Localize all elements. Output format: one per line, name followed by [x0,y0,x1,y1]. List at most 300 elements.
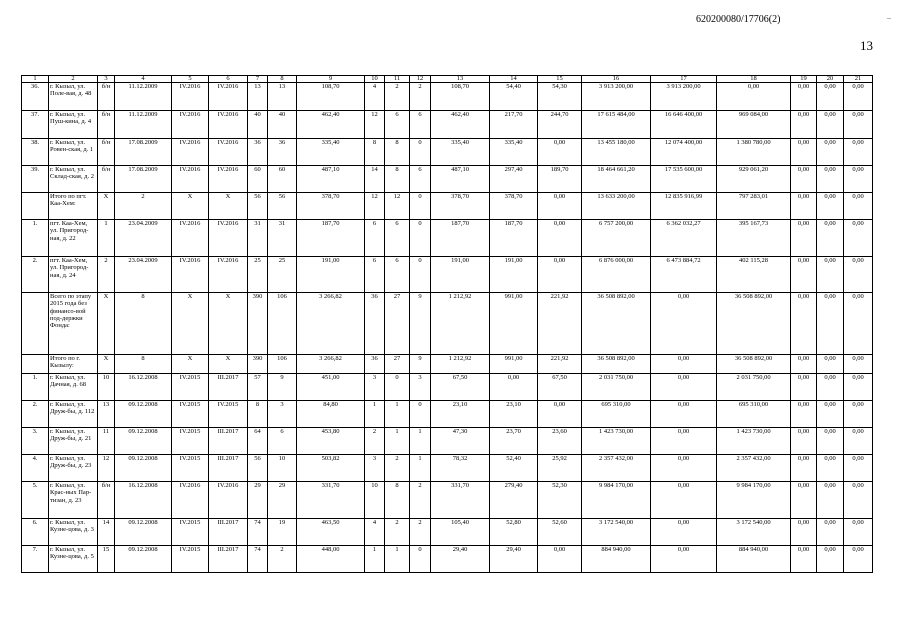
table-cell: 279,40 [490,482,538,519]
table-cell: 0,00 [817,293,844,355]
table-cell: б/н [98,83,115,111]
table-cell: 39. [22,166,49,193]
table-cell: 19 [268,519,297,546]
column-number-cell: 16 [582,76,651,83]
table-cell: 451,00 [297,374,365,401]
table-cell: 884 940,00 [582,546,651,573]
table-cell: 9 [410,355,431,374]
table-cell: 0,00 [817,455,844,482]
table-cell: 27 [385,355,410,374]
table-cell: 6 [410,111,431,139]
table-cell: 191,00 [490,257,538,293]
address-cell: Всего по этапу 2015 года без финансо-вой под-держки Фонда: [49,293,98,355]
address-cell: г. Кызыл, ул. Поле-вая, д. 48 [49,83,98,111]
table-cell: III.2017 [209,374,248,401]
table-cell: 0,00 [717,83,791,111]
table-cell: 6 [385,220,410,257]
table-cell: 4 [365,519,385,546]
table-cell: 0,00 [817,193,844,220]
table-cell: 10 [365,482,385,519]
table-cell: 13 455 180,00 [582,139,651,166]
table-cell: 12 [98,455,115,482]
column-number-cell: 12 [410,76,431,83]
table-cell: 67,50 [538,374,582,401]
table-row [22,455,873,482]
table-cell: 390 [248,355,268,374]
table-cell: 0,00 [538,220,582,257]
table-cell: 335,40 [490,139,538,166]
table-cell: 0,00 [844,401,873,428]
table-cell: 12 [365,193,385,220]
table-row [22,374,873,401]
table-cell: 217,70 [490,111,538,139]
table-cell: 378,70 [297,193,365,220]
table-cell: X [172,193,209,220]
table-cell: IV.2016 [209,257,248,293]
table-cell: 23,70 [490,428,538,455]
table-cell [22,293,49,355]
table-cell: 797 283,01 [717,193,791,220]
address-cell: г. Кызыл, ул. Друж-бы, д. 112 [49,401,98,428]
table-cell: 395 167,73 [717,220,791,257]
table-cell: 09.12.2008 [115,546,172,573]
table-cell: 54,30 [538,83,582,111]
table-cell: 503,82 [297,455,365,482]
table-cell: 1 423 730,00 [717,428,791,455]
table-cell: 1 423 730,00 [582,428,651,455]
table-cell: 56 [268,193,297,220]
table-cell: 23,60 [538,428,582,455]
table-cell: 11.12.2009 [115,83,172,111]
table-cell: 0,00 [791,455,817,482]
table-cell: 2 [98,257,115,293]
table-cell: 1. [22,374,49,401]
table-cell: IV.2016 [172,83,209,111]
table-cell: 6 [268,428,297,455]
table-cell: IV.2016 [172,166,209,193]
table-cell: 31 [268,220,297,257]
table-cell: 0 [410,139,431,166]
table-cell: 36. [22,83,49,111]
table-cell: X [172,355,209,374]
table-cell: 5. [22,482,49,519]
table-cell: 0,00 [844,374,873,401]
table-row [22,482,873,519]
table-cell: 462,40 [297,111,365,139]
address-cell: г. Кызыл, ул. Дачная, д. 68 [49,374,98,401]
table-cell: 2 357 432,00 [582,455,651,482]
table-cell: 0,00 [817,428,844,455]
address-cell: пгт. Каа-Хем, ул. Пригород-ная, д. 22 [49,220,98,257]
table-cell: 12 074 400,00 [651,139,717,166]
table-cell: 221,92 [538,355,582,374]
table-cell: 187,70 [490,220,538,257]
table-cell: 0 [410,257,431,293]
column-number-cell: 9 [297,76,365,83]
table-cell: 0,00 [651,293,717,355]
table-cell: 64 [248,428,268,455]
table-cell: 0,00 [844,139,873,166]
table-cell: 297,40 [490,166,538,193]
table-cell: 9 [410,293,431,355]
table-cell: 6 [385,111,410,139]
table-cell: 27 [385,293,410,355]
table-cell: 9 984 170,00 [582,482,651,519]
table-cell: 0,00 [844,293,873,355]
table-cell: 378,70 [490,193,538,220]
corner-mark: – [887,13,891,22]
table-cell: IV.2015 [172,374,209,401]
table-cell: 108,70 [431,83,490,111]
table-cell: 0,00 [651,482,717,519]
table-cell: 0,00 [791,401,817,428]
table-cell: 1 [410,428,431,455]
table-cell: IV.2016 [209,220,248,257]
table-cell: X [98,355,115,374]
table-cell: IV.2016 [172,220,209,257]
table-cell: 52,40 [490,455,538,482]
table-cell: 12 835 916,99 [651,193,717,220]
table-cell [22,355,49,374]
table-cell: 0,00 [791,482,817,519]
table-cell: 54,40 [490,83,538,111]
table-cell: 0,00 [844,482,873,519]
table-cell: 2 [410,482,431,519]
table-cell: 106 [268,355,297,374]
table-cell: 2 357 432,00 [717,455,791,482]
table-row [22,139,873,166]
table-cell: 1 [365,401,385,428]
table-cell: 1. [22,220,49,257]
table-header-row [22,76,873,83]
table-cell: 453,80 [297,428,365,455]
table-cell: 0,00 [844,519,873,546]
table-cell: 1 212,92 [431,293,490,355]
table-cell: 4. [22,455,49,482]
table-cell: III.2017 [209,546,248,573]
table-row [22,220,873,257]
table-cell: 09.12.2008 [115,455,172,482]
table-row [22,257,873,293]
table-cell: 0,00 [791,220,817,257]
table-cell: 2 031 750,00 [582,374,651,401]
table-cell: 36 508 892,00 [582,355,651,374]
table-cell: 331,70 [431,482,490,519]
table-cell: 695 310,00 [717,401,791,428]
table-cell: 8 [385,166,410,193]
table-cell: 17.08.2009 [115,139,172,166]
table-cell: 9 [268,374,297,401]
table-cell: 8 [248,401,268,428]
column-number-cell: 2 [49,76,98,83]
table-cell: 0,00 [844,546,873,573]
table-cell: 2. [22,257,49,293]
table-cell: IV.2016 [209,83,248,111]
table-cell: 29 [268,482,297,519]
column-number-cell: 18 [717,76,791,83]
table-cell: 13 633 200,00 [582,193,651,220]
table-cell: 106 [268,293,297,355]
table-cell: 0,00 [817,546,844,573]
table-cell: б/н [98,111,115,139]
table-cell: 0,00 [490,374,538,401]
table-cell: 3 266,82 [297,293,365,355]
table-cell: 74 [248,519,268,546]
table-cell: 884 940,00 [717,546,791,573]
table-cell: 0,00 [791,519,817,546]
table-cell: 0 [410,546,431,573]
table-cell: 15 [98,546,115,573]
table-cell: 84,80 [297,401,365,428]
table-cell: 2 [365,428,385,455]
table-cell: 0,00 [651,374,717,401]
table-cell: 390 [248,293,268,355]
table-cell: 0,00 [817,139,844,166]
column-number-cell: 3 [98,76,115,83]
table-cell: 1 [385,401,410,428]
table-cell: IV.2016 [209,139,248,166]
table-row [22,293,873,355]
table-cell: 0,00 [651,519,717,546]
table-cell: 448,00 [297,546,365,573]
table-cell: 18 464 661,20 [582,166,651,193]
table-cell: 191,00 [297,257,365,293]
table-cell: 1 [385,546,410,573]
table-cell: 0,00 [844,428,873,455]
table-cell: 695 310,00 [582,401,651,428]
table-cell: 12 [365,111,385,139]
table-row [22,166,873,193]
table-cell: IV.2016 [209,166,248,193]
table-cell: 0,00 [844,83,873,111]
table-cell: IV.2015 [172,428,209,455]
address-cell: Итого по пгт. Каа-Хем: [49,193,98,220]
table-cell: X [98,193,115,220]
table-cell: 189,70 [538,166,582,193]
table-cell: 67,50 [431,374,490,401]
table-cell: 0,00 [651,355,717,374]
table-cell: 331,70 [297,482,365,519]
table-cell: 487,10 [297,166,365,193]
table-cell: 487,10 [431,166,490,193]
table-cell: 8 [385,482,410,519]
table-cell: 3 172 540,00 [717,519,791,546]
table-cell: III.2017 [209,455,248,482]
address-cell: г. Кызыл, ул. Крас-ных Пар-тизан, д. 23 [49,482,98,519]
table-cell: 0,00 [817,83,844,111]
address-cell: г. Кызыл, ул. Склад-ская, д. 2 [49,166,98,193]
table-cell: 6 876 000,00 [582,257,651,293]
table-cell: 60 [268,166,297,193]
table-cell: 1 212,92 [431,355,490,374]
table-cell: 991,00 [490,293,538,355]
address-cell: г. Кызыл, ул. Пуш-кина, д. 4 [49,111,98,139]
table-cell: 0,00 [844,111,873,139]
table-cell: IV.2016 [172,482,209,519]
table-cell: 0,00 [817,519,844,546]
table-cell: 8 [115,355,172,374]
table-cell: 0,00 [791,111,817,139]
table-cell: 2 [115,193,172,220]
table-cell: 3 172 540,00 [582,519,651,546]
table-row [22,193,873,220]
table-cell: 8 [115,293,172,355]
table-cell: 14 [365,166,385,193]
table-cell: 78,32 [431,455,490,482]
table-cell: 244,70 [538,111,582,139]
table-cell: 0,00 [791,293,817,355]
table-cell: 56 [248,193,268,220]
table-cell: 0,00 [817,220,844,257]
table-cell: 0,00 [538,401,582,428]
table-cell: 0 [410,220,431,257]
table-cell: 0,00 [817,401,844,428]
table-cell: 6 757 200,00 [582,220,651,257]
table-cell: 16.12.2008 [115,374,172,401]
page-number: 13 [860,38,873,53]
table-cell: 36 [268,139,297,166]
address-cell: Итого по г. Кызылу: [49,355,98,374]
table-cell: 0,00 [791,355,817,374]
table-cell: 3 913 200,00 [651,83,717,111]
address-cell: г. Кызыл, ул. Друж-бы, д. 23 [49,455,98,482]
table-cell: 11.12.2009 [115,111,172,139]
table-cell: 0,00 [791,166,817,193]
table-cell: 09.12.2008 [115,428,172,455]
table-cell: 23,10 [431,401,490,428]
table-cell: 929 061,20 [717,166,791,193]
table-cell: 6 [410,166,431,193]
table-cell: 3 [268,401,297,428]
table-cell: IV.2015 [172,519,209,546]
table-cell: IV.2016 [209,482,248,519]
table-cell: 36 508 892,00 [717,293,791,355]
table-cell: 3. [22,428,49,455]
table-row [22,546,873,573]
table-row [22,83,873,111]
table-cell: 0,00 [538,139,582,166]
table-cell: 8 [365,139,385,166]
table-cell: 6. [22,519,49,546]
table-row [22,519,873,546]
table-cell: 2 [385,83,410,111]
address-cell: г. Кызыл, ул. Ровен-ская, д. 1 [49,139,98,166]
address-cell: г. Кызыл, ул. Друж-бы, д. 21 [49,428,98,455]
table-cell: 17.08.2009 [115,166,172,193]
table-cell: 3 [365,374,385,401]
table-cell: 0,00 [791,139,817,166]
table-cell: 0,00 [817,111,844,139]
table-cell: 37. [22,111,49,139]
table-cell: 23.04.2009 [115,220,172,257]
table-cell: 0,00 [844,355,873,374]
table-cell: 40 [268,111,297,139]
table-cell: 187,70 [431,220,490,257]
table-cell: 29 [248,482,268,519]
table-cell: IV.2015 [172,401,209,428]
table-cell: 13 [98,401,115,428]
table-cell: 0,00 [791,546,817,573]
table-cell: 29,40 [431,546,490,573]
table-cell: 36 [248,139,268,166]
table-cell: 13 [268,83,297,111]
table-cell: IV.2015 [209,401,248,428]
table-cell: X [209,293,248,355]
table-row [22,111,873,139]
table-cell: X [98,293,115,355]
table-cell: 105,40 [431,519,490,546]
table-cell: 6 [365,220,385,257]
table-cell: 3 913 200,00 [582,83,651,111]
column-number-cell: 4 [115,76,172,83]
table-cell: IV.2016 [209,111,248,139]
column-number-cell: 6 [209,76,248,83]
column-number-cell: 17 [651,76,717,83]
table-cell: 38. [22,139,49,166]
column-number-cell: 5 [172,76,209,83]
column-number-cell: 13 [431,76,490,83]
table-cell: 462,40 [431,111,490,139]
table-cell: 1 [98,220,115,257]
table-cell: 16.12.2008 [115,482,172,519]
column-number-cell: 15 [538,76,582,83]
table-cell: 0,00 [844,455,873,482]
address-cell: г. Кызыл, ул. Кузне-цова, д. 5 [49,546,98,573]
table-cell: 108,70 [297,83,365,111]
table-cell: 335,40 [431,139,490,166]
registry-table [21,75,873,573]
table-cell: 36 [365,293,385,355]
table-cell: 11 [98,428,115,455]
table-cell: 23,10 [490,401,538,428]
table-cell: 0,00 [844,166,873,193]
table-cell: 13 [248,83,268,111]
table-row [22,401,873,428]
table-cell: 0,00 [791,83,817,111]
table-cell: 36 508 892,00 [582,293,651,355]
table-cell [22,193,49,220]
column-number-cell: 21 [844,76,873,83]
table-cell: 6 [365,257,385,293]
table-cell: 0,00 [791,428,817,455]
table-cell: 3 [365,455,385,482]
table-cell: 402 115,28 [717,257,791,293]
table-cell: 0,00 [538,546,582,573]
table-cell: 52,30 [538,482,582,519]
table-cell: X [172,293,209,355]
table-cell: 0,00 [791,374,817,401]
table-cell: 16 646 400,00 [651,111,717,139]
table-cell: 6 362 032,27 [651,220,717,257]
table-row [22,428,873,455]
table-cell: 0,00 [844,193,873,220]
table-cell: 47,30 [431,428,490,455]
table-cell: X [209,193,248,220]
table-cell: 0,00 [538,257,582,293]
table-cell: 3 [410,374,431,401]
table-cell: 0,00 [844,220,873,257]
address-cell: г. Кызыл, ул. Кузне-цова, д. 3 [49,519,98,546]
table-cell: III.2017 [209,519,248,546]
table-cell: 8 [385,139,410,166]
address-cell: пгт. Каа-Хем, ул. Пригород-ная, д. 24 [49,257,98,293]
table-cell: 7. [22,546,49,573]
column-number-cell: 20 [817,76,844,83]
table-cell: 2 [385,455,410,482]
table-cell: б/н [98,166,115,193]
table-cell: 991,00 [490,355,538,374]
table-cell: 25 [248,257,268,293]
